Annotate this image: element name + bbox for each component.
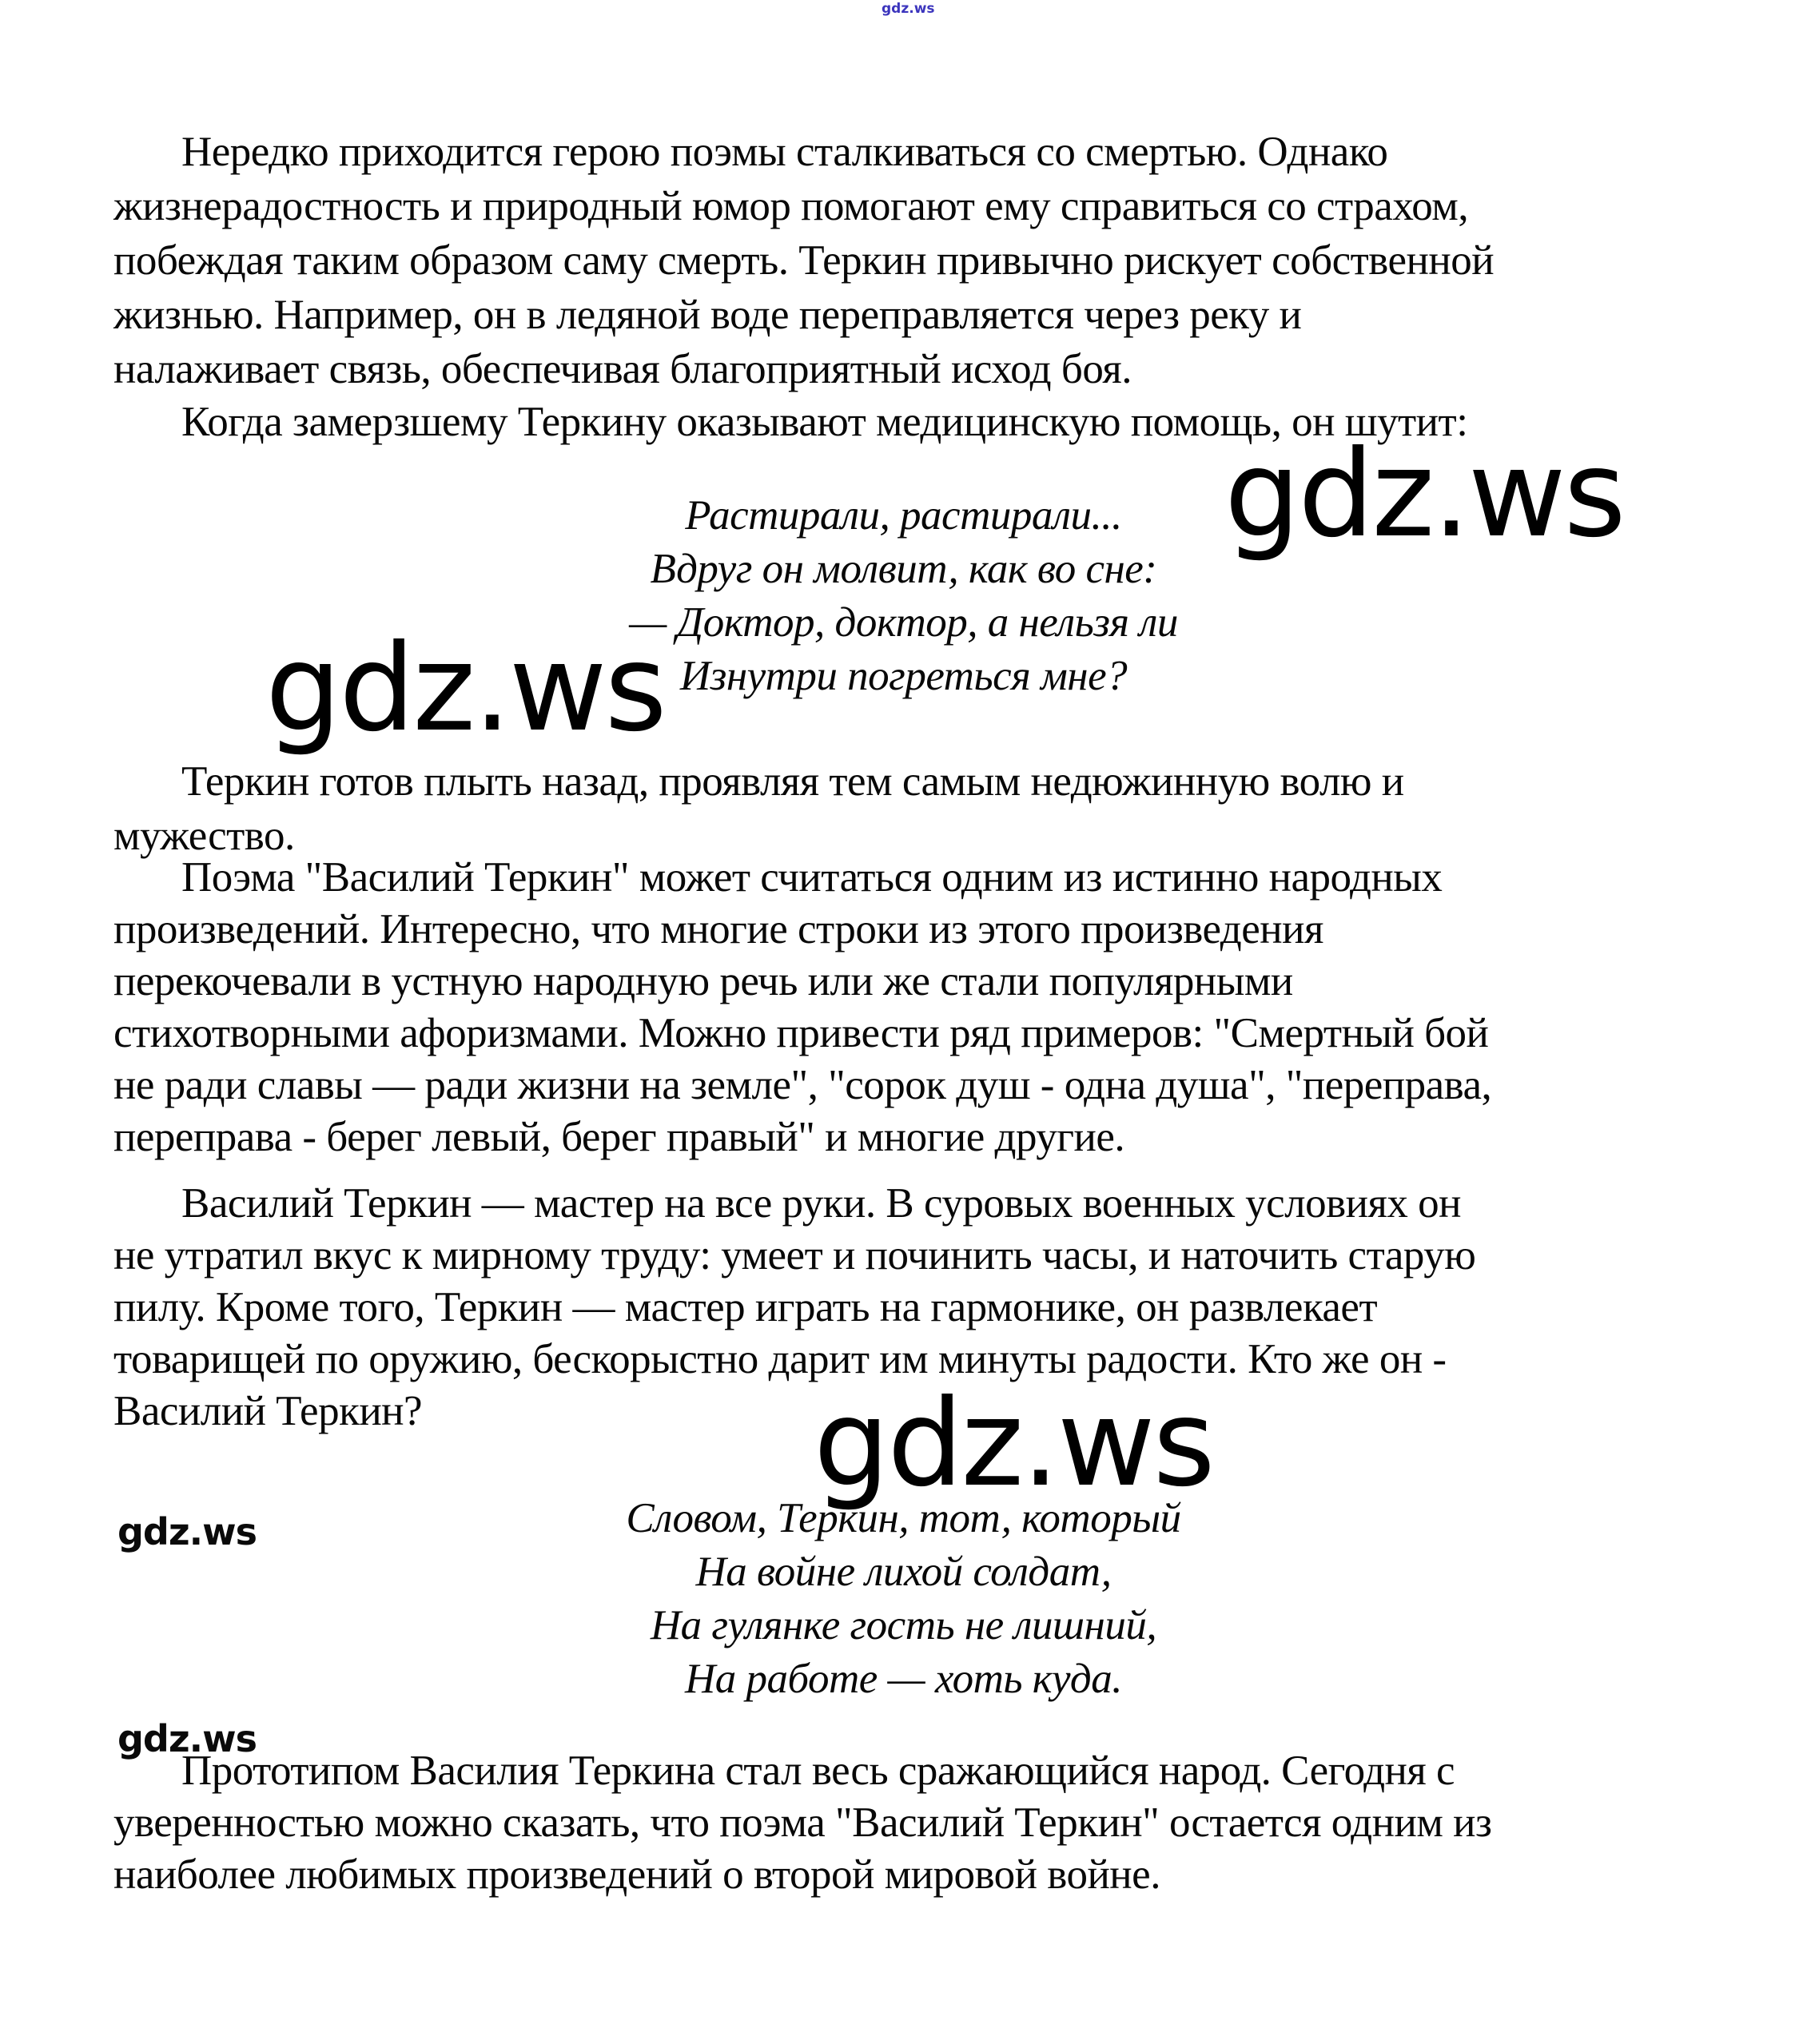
paragraph-2 [113,396,1680,448]
verse-line: Изнутри погреться мне? [679,653,1128,699]
text-line: уверенностью можно сказать, что поэма "Василий Теркин" остается одним из [113,1799,1492,1846]
verse-line: На работе — хоть куда. [685,1656,1122,1702]
watermark-gdzws-large-center: gdz.ws [814,1374,1213,1513]
watermark-gdzws-small-2: gdz.ws [117,1717,257,1760]
text-line: Прототипом Василия Теркина стал весь сражающийся народ. Сегодня с [181,1748,1455,1794]
paragraph-5 [113,1178,1680,1438]
text-line: жизнью. Например, он в ледяной воде переправляется через реку и [113,292,1302,338]
paragraph-4 [113,852,1680,1163]
text-line: Василий Теркин? [113,1388,423,1434]
text-line: Когда замерзшему Теркину оказывают медицинскую помощь, он шутит: [181,399,1468,445]
text-line: не утратил вкус к мирному труду: умеет и починить часы, и наточить старую [113,1232,1476,1278]
verse-line: — Доктор, доктор, а нельзя ли [629,599,1178,646]
verse-line: Вдруг он молвит, как во сне: [650,546,1157,592]
text-line: Поэма "Василий Теркин" может считаться одним из истинно народных [181,854,1443,901]
watermark-gdzws-small-1: gdz.ws [117,1510,257,1553]
text-line: перекочевали в устную народную речь или же стали популярными [113,958,1293,1004]
text-line: Василий Теркин — мастер на все руки. В суровых военных условиях он [181,1180,1461,1227]
watermark-gdzws-large-right: gdz.ws [1224,425,1624,564]
text-line: наиболее любимых произведений о второй мировой войне. [113,1851,1160,1898]
text-line: пилу. Кроме того, Теркин — мастер играть на гармонике, он развлекает [113,1284,1378,1330]
text-line: мужество. [113,813,295,859]
text-line: не ради славы — ради жизни на земле", "сорок душ - одна душа", "переправа, [113,1062,1492,1108]
text-line: товарищей по оружию, бескорыстно дарит им минуты радости. Кто же он - [113,1336,1447,1382]
verse-line: Растирали, растирали... [685,492,1122,539]
text-line: побеждая таким образом саму смерть. Теркин привычно рискует собственной [113,237,1495,284]
text-line: Нередко приходится герою поэмы сталкиваться со смертью. Однако [181,129,1388,175]
verse-block-2 [0,1492,1807,1706]
text-line: переправа - берег левый, берег правый" и многие другие. [113,1114,1125,1160]
verse-line: Словом, Теркин, тот, который [626,1495,1181,1541]
watermark-gdzws-tiny: gdz.ws [882,1,935,17]
paragraph-6 [113,1745,1680,1901]
text-line: налаживает связь, обеспечивая благоприятный исход боя. [113,346,1132,392]
text-line: жизнерадостность и природный юмор помогают ему справиться со страхом, [113,183,1469,229]
verse-line: На гулянке гость не лишний, [650,1602,1157,1648]
watermark-gdzws-large-left: gdz.ws [265,619,665,758]
paragraph-1 [113,125,1680,396]
text-line: стихотворными афоризмами. Можно привести ряд примеров: "Смертный бой [113,1010,1489,1056]
text-line: произведений. Интересно, что многие строки из этого произведения [113,906,1323,952]
text-line: Теркин готов плыть назад, проявляя тем самым недюжинную волю и [181,758,1404,805]
verse-line: На войне лихой солдат, [695,1549,1112,1595]
verse-block-1 [0,489,1807,703]
paragraph-3 [113,754,1680,863]
